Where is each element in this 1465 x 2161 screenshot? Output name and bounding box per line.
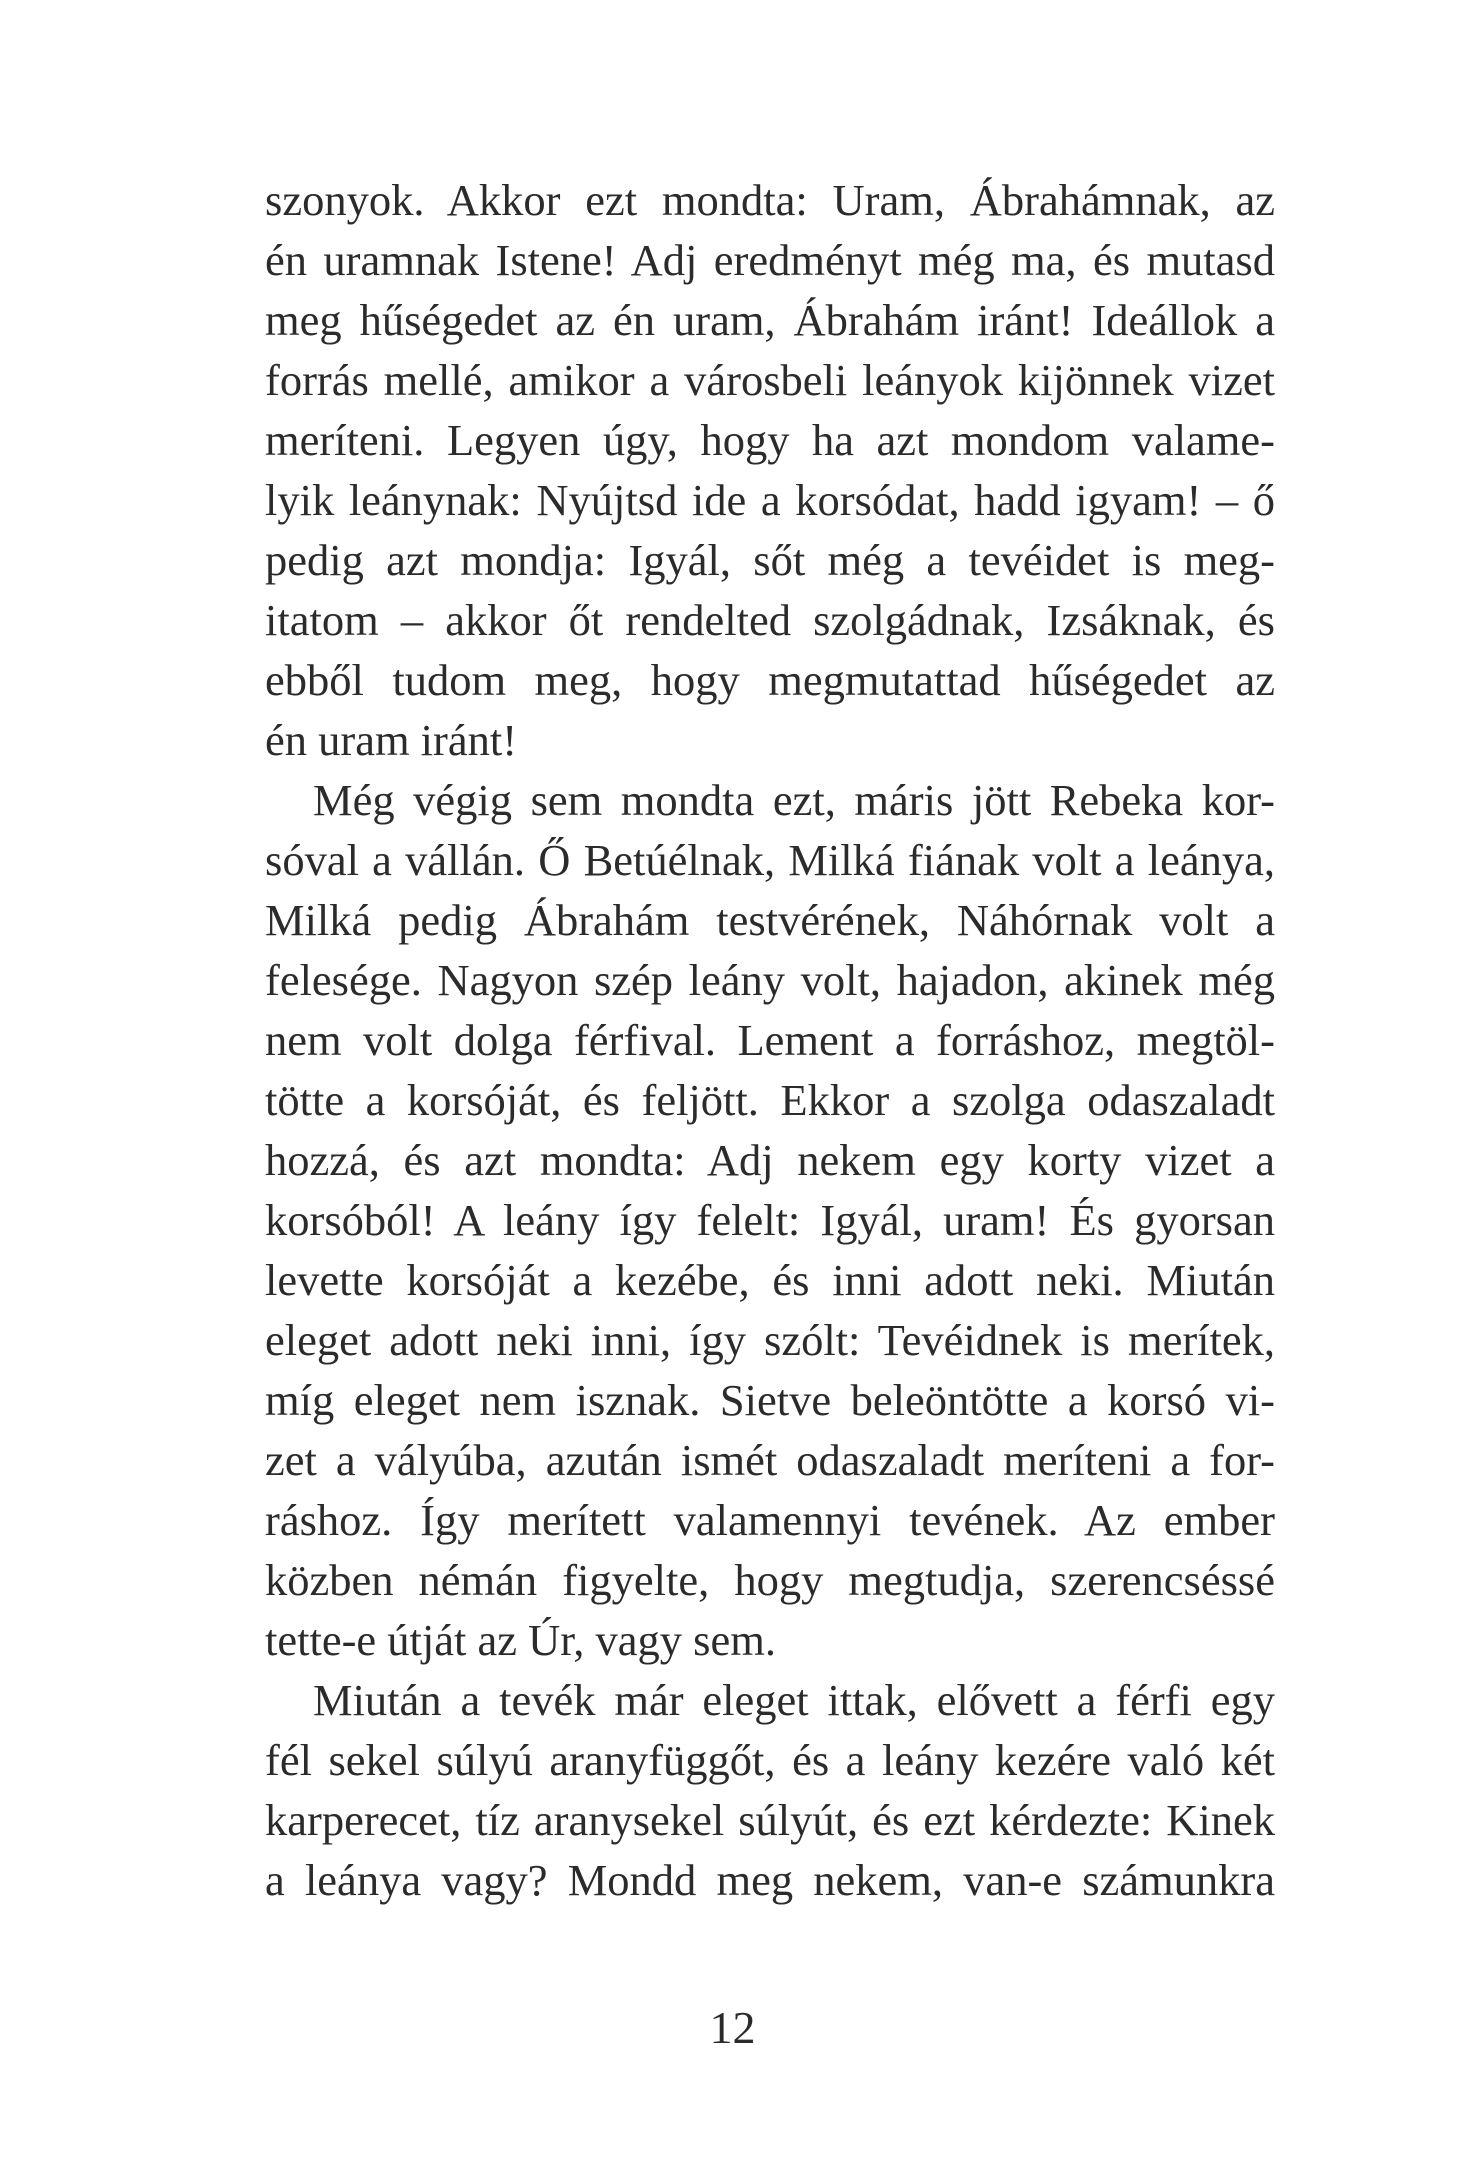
text-line: a leánya vagy? Mondd meg nekem, van-e számunkra: [265, 1855, 1275, 1905]
text-line: közben némán figyelte, hogy megtudja, szerencséssé: [265, 1555, 1275, 1605]
text-line: én uramnak Istene! Adj eredményt még ma, és mutasd: [265, 235, 1275, 285]
text-line: korsóból! A leány így felelt: Igyál, uram! És gyorsan: [265, 1195, 1275, 1245]
text-line: itatom – akkor őt rendelted szolgádnak, Izsáknak, és: [265, 595, 1275, 645]
text-line: ebből tudom meg, hogy megmutattad hűségedet az: [265, 655, 1275, 705]
text-line: Még végig sem mondta ezt, máris jött Rebeka kor-: [313, 775, 1275, 825]
text-line: pedig azt mondja: Igyál, sőt még a tevéidet is meg-: [265, 535, 1275, 585]
text-line: felesége. Nagyon szép leány volt, hajadon, akinek még: [265, 955, 1275, 1005]
text-line: meg hűségedet az én uram, Ábrahám iránt! Ideállok a: [265, 295, 1275, 345]
text-line: ráshoz. Így merített valamennyi tevének. Az ember: [265, 1495, 1275, 1545]
text-line: sóval a vállán. Ő Betúélnak, Milká fiának volt a leánya,: [265, 835, 1275, 885]
text-line: én uram iránt!: [265, 715, 518, 765]
text-line: tötte a korsóját, és feljött. Ekkor a szolga odaszaladt: [265, 1075, 1275, 1125]
text-line: Miután a tevék már eleget ittak, elővett a férfi egy: [313, 1675, 1275, 1725]
text-line: zet a vályúba, azután ismét odaszaladt meríteni a for-: [265, 1435, 1275, 1485]
text-line: míg eleget nem isznak. Sietve beleöntötte a korsó vi-: [265, 1375, 1275, 1425]
text-line: Milká pedig Ábrahám testvérének, Náhórnak volt a: [265, 895, 1275, 945]
text-line: eleget adott neki inni, így szólt: Tevéidnek is merítek,: [265, 1315, 1275, 1365]
body-text: [265, 170, 1275, 1910]
page-number: 12: [709, 2002, 756, 2053]
text-line: meríteni. Legyen úgy, hogy ha azt mondom valame-: [265, 415, 1275, 465]
text-line: forrás mellé, amikor a városbeli leányok kijönnek vizet: [265, 355, 1275, 405]
text-line: fél sekel súlyú aranyfüggőt, és a leány kezére való két: [265, 1735, 1275, 1785]
text-line: tette-e útját az Úr, vagy sem.: [265, 1615, 776, 1665]
text-line: karperecet, tíz aranysekel súlyút, és ezt kérdezte: Kinek: [265, 1795, 1275, 1845]
text-line: nem volt dolga férfival. Lement a forráshoz, megtöl-: [265, 1015, 1275, 1065]
text-line: szonyok. Akkor ezt mondta: Uram, Ábrahámnak, az: [265, 175, 1275, 225]
text-line: levette korsóját a kezébe, és inni adott neki. Miután: [265, 1255, 1275, 1305]
text-line: lyik leánynak: Nyújtsd ide a korsódat, hadd igyam! – ő: [265, 475, 1275, 525]
text-line: hozzá, és azt mondta: Adj nekem egy korty vizet a: [265, 1135, 1275, 1185]
